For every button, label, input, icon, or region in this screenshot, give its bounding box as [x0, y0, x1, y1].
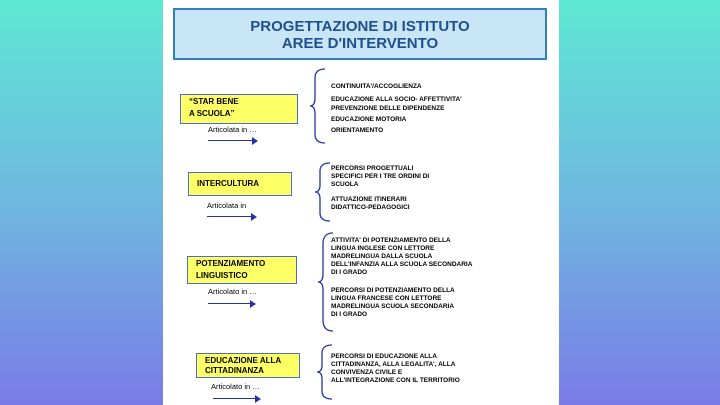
list-item: ATTUAZIONE ITINERARI DIDATTICO-PEDAGOGICI [331, 196, 410, 211]
title-line-1: PROGETTAZIONE DI ISTITUTO [250, 18, 470, 35]
arrow-icon [213, 395, 261, 403]
brace-icon [314, 162, 332, 222]
list-item: EDUCAZIONE MOTORIA [331, 116, 407, 123]
list-item: ATTIVITA' DI POTENZIAMENTO DELLA LINGUA INGLESE CON LETTORE MADRELINGUA DALLA SCUOLA DELL'INFANZIA ALLA SCUOLA SECONDARIA DI I GRADO [331, 237, 473, 276]
list-item: ORIENTAMENTO [331, 127, 384, 134]
section-label-star-bene: “STAR BENE A SCUOLA” [180, 94, 298, 124]
title-box [173, 8, 547, 60]
list-item: PERCORSI DI EDUCAZIONE ALLA CITTADINANZA, ALLA LEGALITA', ALLA CONVIVENZA CIVILE E ALL'INTEGRAZIONE CON IL TERRITORIO [331, 353, 460, 384]
list-item: PERCORSI PROGETTUALI SPECIFICI PER I TRE ORDINI DI SCUOLA [331, 165, 430, 188]
list-item: EDUCAZIONE ALLA SOCIO- AFFETTIVITA' [331, 96, 462, 103]
arrow-icon [208, 300, 256, 308]
articolata-label: Articolato in … [208, 287, 257, 296]
arrow-icon [208, 137, 258, 145]
list-item: PREVENZIONE DELLE DIPENDENZE [331, 105, 445, 112]
list-item: CONTINUITA'/ACCOGLIENZA [331, 83, 422, 90]
section-label-cittadinanza: EDUCAZIONE ALLA CITTADINANZA [196, 353, 300, 378]
articolata-label: Articolata in … [208, 125, 257, 134]
list-item: PERCORSI DI POTENZIAMENTO DELLA LINGUA FRANCESE CON LETTORE MADRELINGUA SCUOLA SECONDARIA DI I GRADO [331, 287, 455, 318]
articolata-label: Articolato in … [211, 382, 260, 391]
document-page [163, 0, 559, 405]
title-line-2: AREE D'INTERVENTO [281, 35, 439, 52]
section-label-intercultura: INTERCULTURA [188, 172, 292, 196]
arrow-icon [207, 213, 257, 221]
articolata-label: Articolata in [207, 201, 247, 210]
section-label-potenziamento: POTENZIAMENTO LINGUISTICO [187, 256, 297, 284]
brace-icon [309, 68, 327, 144]
